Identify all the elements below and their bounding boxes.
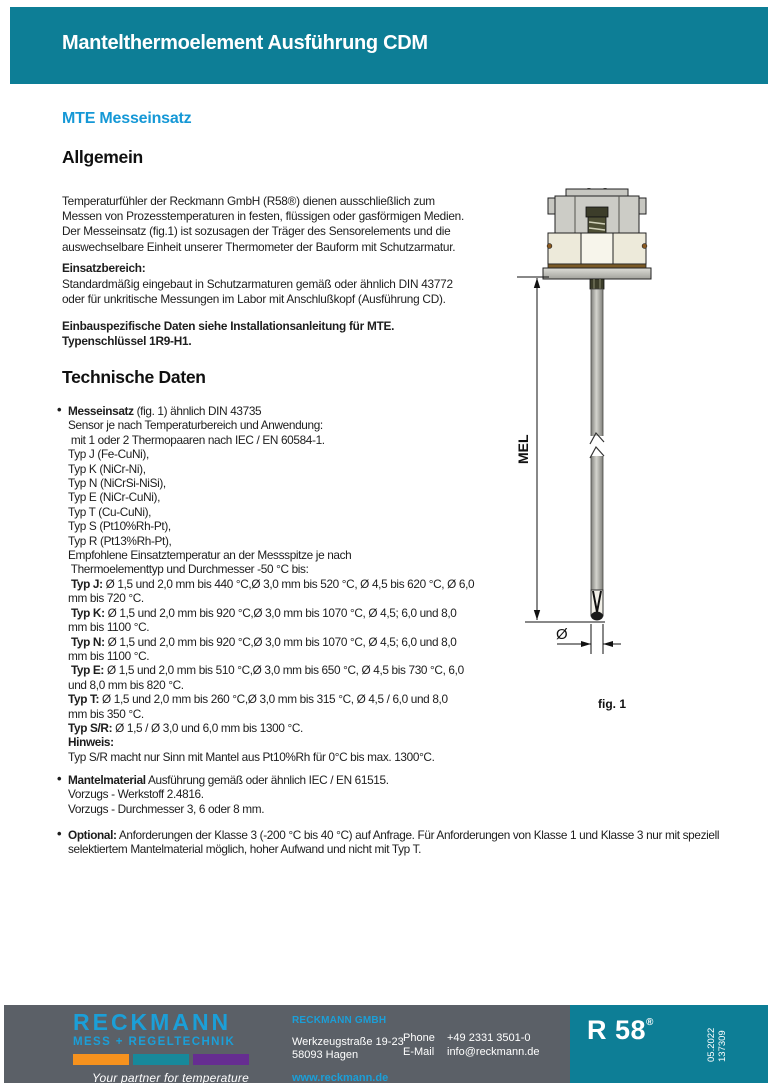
registered-trademark-icon: ® <box>646 1017 654 1028</box>
einsatzbereich-paragraph: Standardmäßig eingebaut in Schutzarmaturen gemäß oder ähnlich DIN 43772 oder für unkritische Messungen im Labor mit Anschlußkopf (Ausführung CD). <box>62 277 453 307</box>
edition-date: 05.2022 <box>706 1027 717 1062</box>
measuring-insert-drawing <box>503 172 753 732</box>
document-number: 137309 <box>716 1030 728 1062</box>
r58-brand-mark: R 58® <box>587 1015 654 1045</box>
logo-bar-teal <box>133 1054 189 1065</box>
logo-color-bars <box>73 1054 249 1065</box>
intro-paragraph: Temperaturfühler der Reckmann GmbH (R58®) dienen ausschließlich zum Messen von Prozesstemperaturen in festen, flüssigen oder gasförmigen Medien. Der Messeinsatz (fig.1) ist sozusagen der Träger des Sensorelements und die auswechselbare Einheit unserer Thermometer der Bauform mit Schutzarmatur. <box>62 194 464 254</box>
bullet-messeinsatz: • Messeinsatz (fig. 1) ähnlich DIN 43735 Sensor je nach Temperaturbereich und Anwendung: mit 1 oder 2 Thermopaaren nach IEC / EN 60584-1. Typ J (Fe-CuNi), Typ K (NiCr-Ni), Typ N (NiCrSi-NiSi), Typ E (NiCr-CuNi), Typ T (Cu-CuNi), Typ S (Pt10%Rh-Pt), Typ R (Pt13%Rh-Pt), Empfohlene Einsatztemperatur an der Messspitze je nach Thermoelementtyp und Durchmesser -50 °C bis: Typ J: Ø 1,5 und 2,0 mm bis 440 °C,Ø 3,0 mm bis 520 °C, Ø 4,5 bis 620 °C, Ø 6,0 mm bis 720 °C. Typ K: Ø 1,5 und 2,0 mm bis 920 °C,Ø 3,0 mm bis 1070 °C, Ø 4,5; 6,0 und 8,0 mm bis 1100 °C. Typ N: Ø 1,5 und 2,0 mm bis 920 °C,Ø 3,0 mm bis 1070 °C, Ø 4,5; 6,0 und 8,0 mm bis 1100 °C. Typ E: Ø 1,5 und 2,0 mm bis 510 °C,Ø 3,0 mm bis 650 °C, Ø 4,5 bis 730 °C, 6,0 und 8,0 mm bis 820 °C. Typ T: Ø 1,5 und 2,0 mm bis 260 °C,Ø 3,0 mm bis 315 °C, Ø 4,5 / 6,0 und 8,0 mm bis 350 °C. Typ S/R: Ø 1,5 / Ø 3,0 und 6,0 mm bis 1300 °C. Hinweis: Typ S/R macht nur Sinn mit Mantel aus Pt10%Rh für 0°C bis max. 1300°C. <box>68 404 474 764</box>
footer-info-panel <box>4 1005 570 1083</box>
document-revision <box>707 1022 729 1062</box>
company-street: Werkzeugstraße 19-23 <box>292 1036 404 1048</box>
phone-row <box>403 1032 540 1046</box>
fig1-technical-drawing <box>503 172 753 732</box>
company-address <box>292 1014 404 1085</box>
logo-subtitle: MESS + REGELTECHNIK <box>73 1036 236 1048</box>
contact-info <box>403 1032 540 1059</box>
section-heading-technische-daten: Technische Daten <box>62 367 206 387</box>
company-city: 58093 Hagen <box>292 1049 359 1061</box>
einsatzbereich-label: Einsatzbereich: <box>62 261 146 275</box>
page-title: Mantelthermoelement Ausführung CDM <box>62 32 428 54</box>
brand-panel <box>570 1005 768 1083</box>
logo-bar-purple <box>193 1054 249 1065</box>
logo-wordmark: RECKMANN <box>73 1009 232 1035</box>
email-label: E-Mail <box>403 1045 435 1058</box>
email-address: info@reckmann.de <box>447 1045 540 1058</box>
figure-caption: fig. 1 <box>598 697 627 711</box>
company-name: RECKMANN GMBH <box>292 1015 387 1026</box>
bullet-mantelmaterial: • Mantelmaterial Ausführung gemäß oder ähnlich IEC / EN 61515. Vorzugs - Werkstoff 2.4816. Vorzugs - Durchmesser 3, 6 oder 8 mm. <box>68 773 389 816</box>
header-bar <box>10 7 768 84</box>
logo-bar-orange <box>73 1054 129 1065</box>
logo-tagline: Your partner for temperature <box>91 1071 249 1085</box>
section-heading-allgemein: Allgemein <box>62 147 143 167</box>
bullet-optional: • Optional: Anforderungen der Klasse 3 (-200 °C bis 40 °C) auf Anfrage. Für Anforderungen von Klasse 1 und Klasse 3 nur mit speziell selektiertem Mantelmaterial möglich, hoher Aufwand und nicht mit Typ T. <box>68 828 719 857</box>
einbau-note: Einbauspezifische Daten siehe Installationsanleitung für MTE. Typenschlüssel 1R9-H1. <box>62 319 395 349</box>
company-website: www.reckmann.de <box>292 1072 389 1084</box>
length-dimension-label: MEL <box>515 434 531 464</box>
reckmann-logo <box>73 1011 253 1085</box>
diameter-dimension-label: Ø <box>556 626 568 643</box>
product-subtitle: MTE Messeinsatz <box>62 110 192 127</box>
phone-number: +49 2331 3501-0 <box>447 1032 531 1044</box>
phone-label: Phone <box>403 1032 435 1044</box>
email-row <box>403 1046 540 1060</box>
